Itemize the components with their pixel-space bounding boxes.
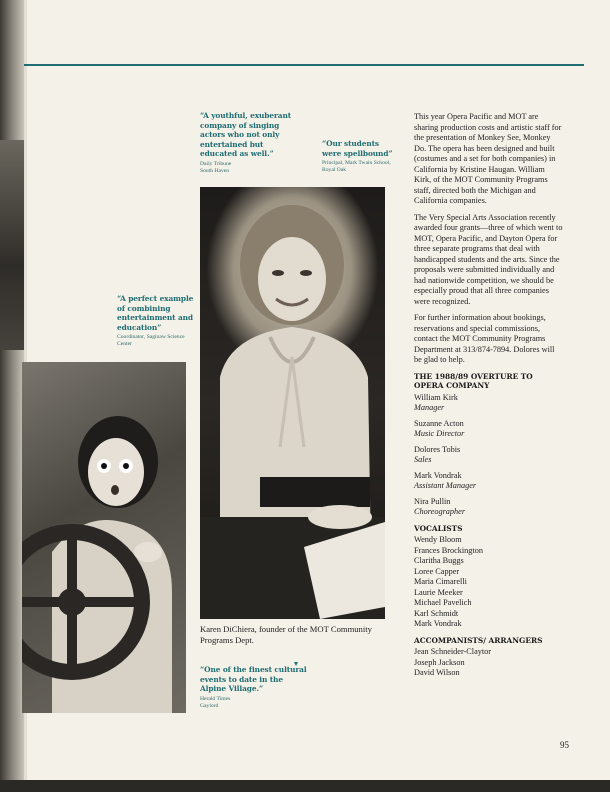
vocalist: Karl Schmidt — [414, 608, 459, 618]
accompanist: Joseph Jackson — [414, 657, 465, 667]
scan-bottom-edge — [0, 780, 610, 792]
quote-mark-twain-school — [322, 139, 394, 174]
quote-source: Herald Times Gaylord — [200, 695, 231, 709]
vocalists-heading: VOCALISTS — [414, 523, 463, 533]
quote-text: “A perfect example of combining entertainment and education” — [117, 294, 194, 332]
vocalist: Frances Brockington — [414, 545, 483, 555]
staff-role: Choreographer — [414, 507, 466, 516]
quote-herald-times — [200, 665, 310, 710]
accompanist: David Wilson — [414, 668, 460, 677]
vocalist: Michael Pavelich — [414, 598, 472, 607]
quote-text: “One of the finest cultural events to date in the Alpine Village.” — [200, 665, 307, 693]
staff-name: Nira Pullin — [414, 496, 451, 506]
book-gutter — [0, 0, 24, 792]
vocalist: Claritha Buggs — [414, 556, 464, 565]
paragraph-grants: The Very Special Arts Association recently awarded four grants—three of which went to MOT, Opera Pacific, and Dayton Opera for three separate programs that deal with handicapped students and the arts. Since the proposals were submitted individually and had nationwide competition, we should be especially proud that all three companies were recognized. — [414, 212, 563, 306]
photo-caption: Karen DiChiera, founder of the MOT Community Programs Dept. — [200, 624, 372, 645]
quote-source: Coordinator, Saginaw Science Center — [117, 334, 185, 347]
paragraph-contact: For further information about bookings, reservations and special commissions, contact the MOT Community Programs Department at 313/874-7894. Dolores will be glad to help. — [414, 313, 555, 364]
vocalist: Maria Cimarelli — [414, 577, 467, 586]
vocalist: Wendy Bloom — [414, 535, 462, 544]
quote-source: Daily Tribune South Haven — [200, 160, 232, 174]
accompanists-heading: ACCOMPANISTS/ ARRANGERS — [414, 635, 543, 645]
quote-text: “A youthful, exuberant company of singing actors who not only entertained but educated as well.” — [200, 111, 292, 158]
quote-source: Principal, Mark Twain School, Royal Oak — [322, 160, 391, 173]
vocalist: Laurie Meeker — [414, 587, 463, 597]
staff-name: Mark Vondrak — [414, 470, 462, 480]
paragraph-opera-pacific: This year Opera Pacific and MOT are sharing production costs and artistic staff for the presentation of Monkey See, Monkey Do. The opera has been designed and built (costumes and a set for both companies) in California by Kristine Haugan. William Kirk, of the MOT Community Programs staff, directed both the Michigan and California companies. — [414, 112, 562, 205]
photo-karen-dichiera — [200, 187, 385, 619]
staff-role: Assistant Manager — [414, 481, 477, 490]
quote-saginaw-science — [117, 294, 197, 348]
article-column — [414, 112, 564, 679]
accompanist: Jean Schneider-Claytor — [414, 647, 492, 656]
company-heading: THE 1988/89 OVERTURE TO OPERA COMPANY — [414, 371, 533, 390]
staff-role: Manager — [414, 403, 445, 412]
quote-daily-tribune — [200, 111, 300, 175]
performer-illustration — [22, 362, 186, 713]
staff-name: Dolores Tobis — [414, 444, 461, 454]
staff-name: William Kirk — [414, 392, 458, 402]
photo-performer-steering-wheel — [22, 362, 186, 713]
quote-text: “Our students were spellbound” — [322, 139, 393, 158]
vocalist: Loree Capper — [414, 566, 460, 576]
vocalist: Mark Vondrak — [414, 619, 462, 628]
staff-role: Music Director — [414, 429, 465, 438]
staff-role: Sales — [414, 455, 432, 464]
staff-name: Suzanne Acton — [414, 418, 464, 428]
page-number: 95 — [560, 740, 569, 750]
header-rule — [24, 64, 584, 66]
portrait-illustration — [200, 187, 385, 619]
facing-page-photo-strip — [0, 140, 24, 350]
